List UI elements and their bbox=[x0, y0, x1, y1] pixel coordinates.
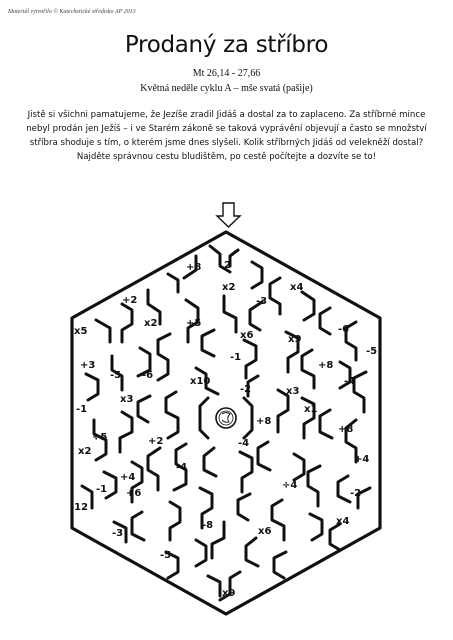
maze-label: +2 bbox=[122, 295, 138, 306]
credit-note: Materiál vytvořilo © Katechetické středisko AP 2013 bbox=[8, 9, 136, 15]
maze-label: -4 bbox=[176, 462, 188, 473]
intro-text: Jistě si všichni pamatujeme, že Jezíše zradil Jidáš a dostal za to zaplaceno. Za stříbrné mince nebyl prodán jen Ježíš – i ve Starém zákoně se taková vyprávění objevují a často se množství stříbra shoduje s tím, o kterém jsme dnes slyšeli. Kolik stříbrných Jidáš od velekněží dostal? Najděte správnou cestu bludištěm, po cestě počítejte a dozvíte se to! bbox=[26, 110, 427, 162]
page-title: Prodaný za stříbro bbox=[124, 32, 329, 58]
maze-label: +8 bbox=[338, 424, 354, 435]
maze-label: -8 bbox=[202, 520, 214, 531]
maze-label: x6 bbox=[258, 526, 272, 537]
maze-label: -5 bbox=[110, 370, 122, 381]
maze-label: +5 bbox=[186, 318, 202, 329]
maze-label: +8 bbox=[186, 262, 202, 273]
maze-label: x9 bbox=[222, 588, 236, 599]
silver-coin-icon bbox=[216, 408, 236, 428]
maze-label: -1 bbox=[96, 484, 108, 495]
maze-label: -2 bbox=[350, 488, 362, 499]
maze-label: -12 bbox=[70, 502, 89, 513]
maze-label: +6 bbox=[126, 488, 142, 499]
maze-label: -3 bbox=[256, 296, 268, 307]
maze-label: x2 bbox=[78, 446, 92, 457]
maze-label: +4 bbox=[120, 472, 136, 483]
maze-label: +4 bbox=[354, 454, 370, 465]
maze-label: -2 bbox=[240, 384, 252, 395]
maze-label: x5 bbox=[74, 326, 88, 337]
maze-label: x2 bbox=[144, 318, 158, 329]
maze-label: +3 bbox=[80, 360, 96, 371]
maze-label: -6 bbox=[338, 324, 350, 335]
maze-label: x1 bbox=[304, 404, 318, 415]
maze-label: x6 bbox=[240, 330, 254, 341]
bible-reference: Mt 26,14 - 27,66 bbox=[192, 68, 261, 79]
maze-label: +2 bbox=[148, 436, 164, 447]
maze-label: -4 bbox=[238, 438, 250, 449]
maze-label: -5 bbox=[160, 550, 172, 561]
maze-label: +8 bbox=[318, 360, 334, 371]
maze-label: x2 bbox=[222, 282, 236, 293]
entry-arrow-icon bbox=[217, 203, 240, 227]
maze-label: 2 bbox=[224, 260, 231, 271]
maze-label: x10 bbox=[190, 376, 211, 387]
maze-label: -1 bbox=[76, 404, 88, 415]
maze-label: +8 bbox=[256, 416, 272, 427]
maze-label: -3 bbox=[112, 528, 124, 539]
maze-label: x3 bbox=[286, 386, 300, 397]
maze-label: -1 bbox=[230, 352, 242, 363]
maze-label: -5 bbox=[366, 346, 378, 357]
maze-label: ÷5 bbox=[92, 432, 108, 443]
maze-label: ÷4 bbox=[282, 480, 298, 491]
maze-label: x4 bbox=[290, 282, 304, 293]
maze-label: x4 bbox=[336, 516, 350, 527]
maze-label: -6 bbox=[142, 370, 154, 381]
maze-label: -4 bbox=[344, 376, 356, 387]
liturgy-subtitle: Květná neděle cyklu A – mše svatá (pašije) bbox=[140, 83, 313, 94]
maze-label: x9 bbox=[288, 334, 302, 345]
maze-label: x3 bbox=[120, 394, 134, 405]
